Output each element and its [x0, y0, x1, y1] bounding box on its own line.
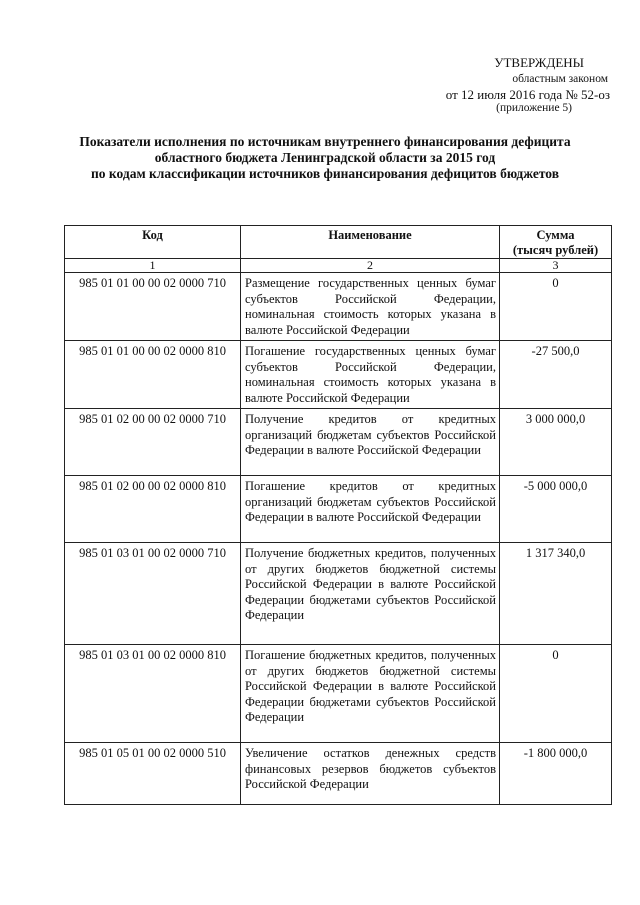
header-name: Наименование [241, 226, 500, 259]
row-sum: 3 000 000,0 [500, 409, 612, 476]
row-code: 985 01 03 01 00 02 0000 810 [65, 645, 241, 743]
row-sum: 0 [500, 645, 612, 743]
financing-sources-table [64, 225, 612, 805]
header-code: Код [65, 226, 241, 259]
column-number: 3 [500, 259, 612, 273]
row-sum: -27 500,0 [500, 341, 612, 409]
row-code: 985 01 02 00 00 02 0000 710 [65, 409, 241, 476]
row-code: 985 01 03 01 00 02 0000 710 [65, 543, 241, 645]
header-sum-label: Сумма [536, 228, 575, 242]
row-name: Погашение кредитов от кредитных организаций бюджетам субъектов Российской Федерации в валюте Российской Федерации [241, 476, 500, 543]
column-number: 2 [241, 259, 500, 273]
row-sum: -1 800 000,0 [500, 743, 612, 805]
row-name: Получение бюджетных кредитов, полученных от других бюджетов бюджетной системы Российской Федерации в валюте Российской Федерации бюджетами субъектов Российской Федерации [241, 543, 500, 645]
approval-appendix: (приложение 5) [496, 102, 572, 114]
row-name: Размещение государственных ценных бумаг субъектов Российской Федерации, номинальная стоимость которых указана в валюте Российской Федерации [241, 273, 500, 341]
row-name: Погашение государственных ценных бумаг субъектов Российской Федерации, номинальная стоимость которых указана в валюте Российской Федерации [241, 341, 500, 409]
row-name: Получение кредитов от кредитных организаций бюджетам субъектов Российской Федерации в валюте Российской Федерации [241, 409, 500, 476]
table-row [65, 409, 612, 476]
title-line-1: Показатели исполнения по источникам внутреннего финансирования дефицита [79, 134, 571, 149]
table-row [65, 476, 612, 543]
row-sum: 1 317 340,0 [500, 543, 612, 645]
header-sum-unit: (тысяч рублей) [512, 243, 599, 257]
row-name: Погашение бюджетных кредитов, полученных от других бюджетов бюджетной системы Российской Федерации в валюте Российской Федерации бюджетами субъектов Российской Федерации [241, 645, 500, 743]
table-row [65, 543, 612, 645]
column-number: 1 [65, 259, 241, 273]
table-row [65, 273, 612, 341]
document-title [60, 134, 590, 182]
row-code: 985 01 01 00 00 02 0000 710 [65, 273, 241, 341]
row-name: Увеличение остатков денежных средств финансовых резервов бюджетов субъектов Российской Федерации [241, 743, 500, 805]
table-row [65, 743, 612, 805]
row-sum: 0 [500, 273, 612, 341]
approval-date: от 12 июля 2016 года № 52-оз [445, 87, 610, 102]
row-code: 985 01 05 01 00 02 0000 510 [65, 743, 241, 805]
approval-law: областным законом [512, 73, 608, 85]
row-code: 985 01 01 00 00 02 0000 810 [65, 341, 241, 409]
title-line-2: областного бюджета Ленинградской области за 2015 год [154, 150, 496, 165]
approval-stamp [446, 55, 610, 114]
title-line-3: по кодам классификации источников финансирования дефицитов бюджетов [91, 166, 559, 181]
table-row [65, 645, 612, 743]
column-number-row [65, 259, 612, 273]
approval-title: УТВЕРЖДЕНЫ [494, 55, 584, 70]
table-header-row [65, 226, 612, 259]
row-code: 985 01 02 00 00 02 0000 810 [65, 476, 241, 543]
row-sum: -5 000 000,0 [500, 476, 612, 543]
table-row [65, 341, 612, 409]
header-sum [500, 226, 612, 259]
